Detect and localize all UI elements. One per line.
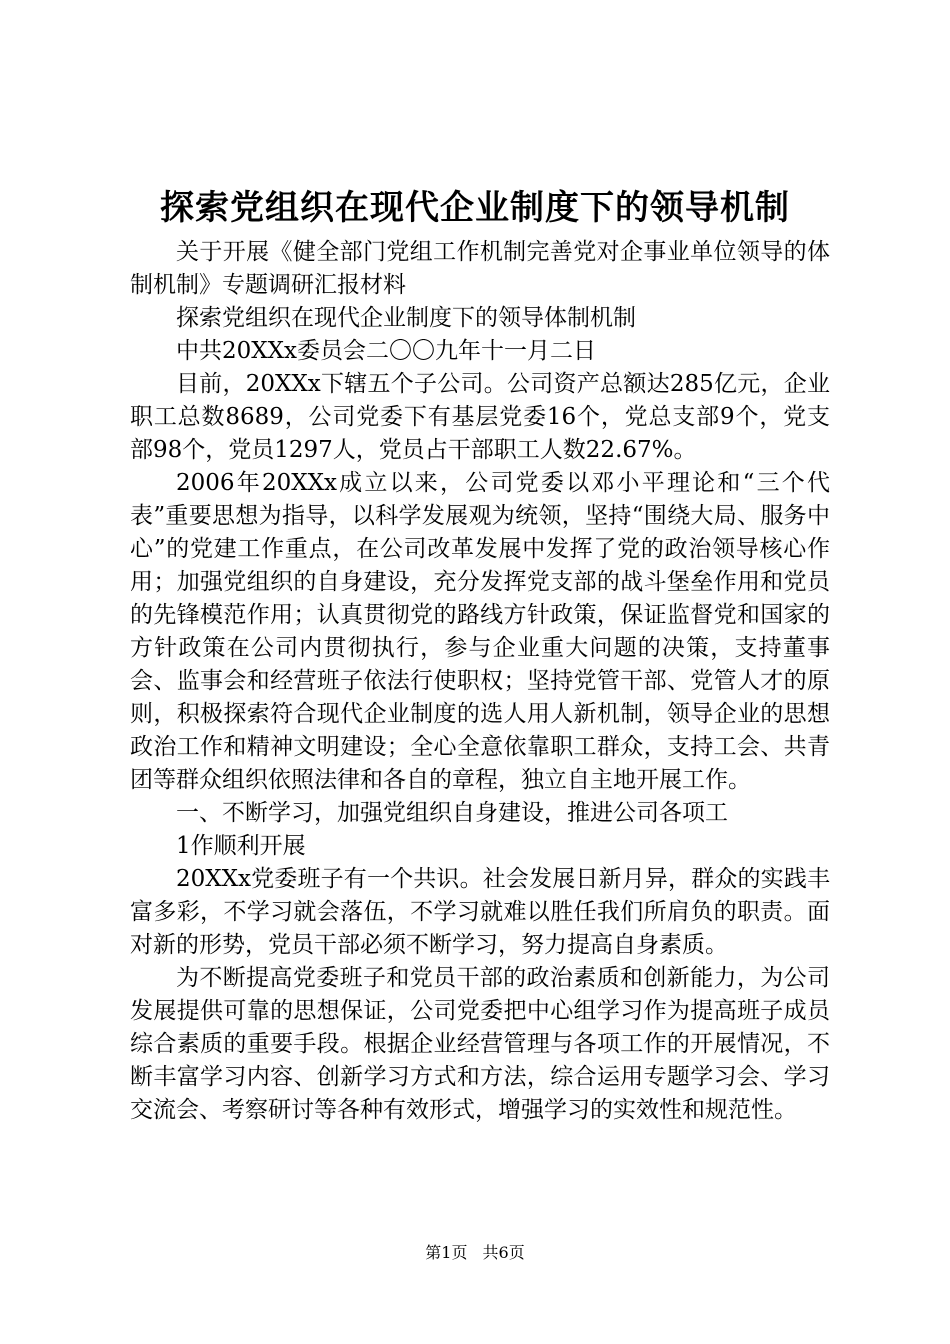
paragraph-study-methods: 为不断提高党委班子和党员干部的政治素质和创新能力，为公司发展提供可靠的思想保证，公司党委把中心组学习作为提高班子成员综合素质的重要手段。根据企业经营管理与各项工作的开展情况，不断丰富学习内容、创新学习方式和方法，综合运用专题学习会、学习交流会、考察研讨等各种有效形式，增强学习的实效性和规范性。 (130, 965, 830, 1123)
section-heading-1-continued: 1作顺利开展 (176, 833, 306, 859)
section-heading-1: 一、不断学习，加强党组织自身建设，推进公司各项工 (176, 800, 728, 826)
paragraph-author-date: 中共20XXx委员会二〇〇九年十一月二日 (176, 338, 596, 364)
paragraph-report-heading: 关于开展《健全部门党组工作机制完善党对企事业单位领导的体制机制》专题调研汇报材料 (130, 239, 830, 298)
paragraph-history: 2006年20XXx成立以来，公司党委以邓小平理论和“三个代表”重要思想为指导，以科学发展观为统领，坚持“围绕大局、服务中心”的党建工作重点，在公司改革发展中发挥了党的政治领导核心作用；加强党组织的自身建设，充分发挥党支部的战斗堡垒作用和党员的先锋模范作用；认真贯彻党的路线方针政策，保证监督党和国家的方针政策在公司内贯彻执行，参与企业重大问题的决策，支持董事会、监事会和经营班子依法行使职权；坚持党管干部、党管人才的原则，积极探索符合现代企业制度的选人用人新机制，领导企业的思想政治工作和精神文明建设；全心全意依靠职工群众，支持工会、共青团等群众组织依照法律和各自的章程，独立自主地开展工作。 (130, 470, 830, 793)
paragraph-overview: 目前，20XXx下辖五个子公司。公司资产总额达285亿元，企业职工总数8689，公司党委下有基层党委16个，党总支部9个，党支部98个，党员1297人，党员占干部职工人数22.67%。 (130, 371, 830, 463)
page-footer (0, 1242, 950, 1264)
page-number-total: 共6页 (482, 1243, 525, 1262)
document-body (130, 236, 830, 1127)
paragraph-consensus: 20XXx党委班子有一个共识。社会发展日新月异，群众的实践丰富多彩，不学习就会落伍，不学习就难以胜任我们所肩负的职责。面对新的形势，党员干部必须不断学习，努力提高自身素质。 (130, 866, 830, 958)
page-number-current: 第1页 (425, 1243, 468, 1262)
paragraph-subtitle: 探索党组织在现代企业制度下的领导体制机制 (176, 305, 636, 331)
document-title: 探索党组织在现代企业制度下的领导机制 (160, 188, 790, 228)
